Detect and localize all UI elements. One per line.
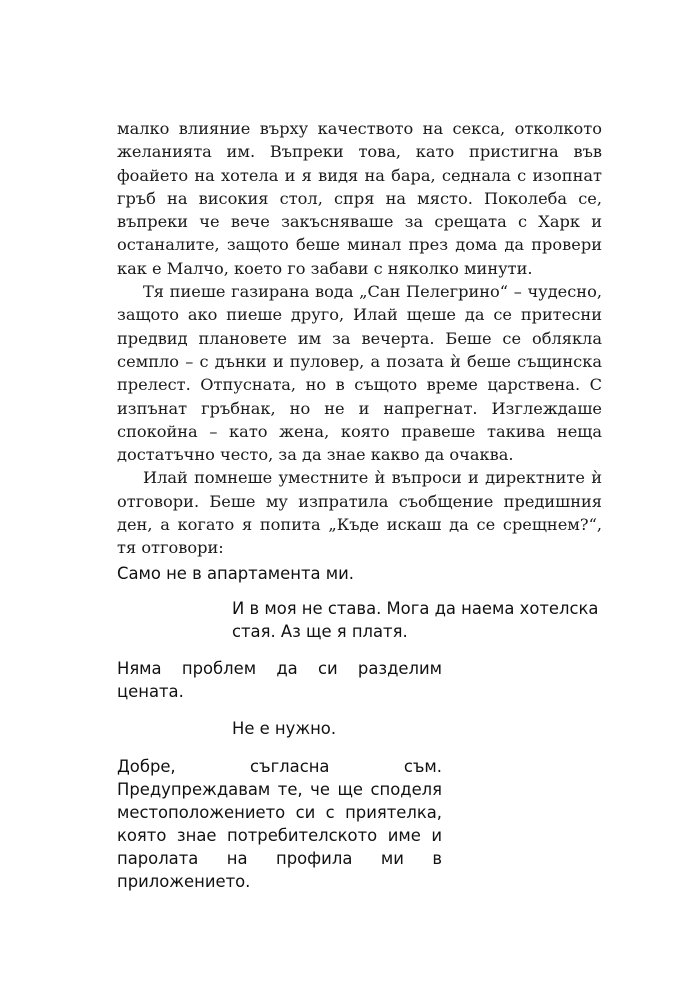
- message-right: Не е нужно.: [232, 719, 337, 738]
- paragraph: Тя пиеше газирана вода „Сан Пелегрино“ – чудесно, защото ако пиеше друго, Илай щеше да се притесни предвид плановете им за вечерта. Беше се облякла семпло – с дънки и пуловер, а позата ѝ беше същинска прелест. Отпусната, но в същото време царствена. С изпънат гръбнак, но не и напрегнат. Изглеждаше спокойна – като жена, която правеше такива неща достатъчно често, за да знае какво да очаква.: [117, 282, 602, 465]
- message-exchange: [117, 562, 602, 893]
- narrative-text: [117, 117, 602, 560]
- paragraph: малко влияние върху качеството на секса, отколкото желанията им. Въпреки това, като пристигна във фоайето на хотела и я видя на бара, седнала с изопнат гръб на високия стол, спря на място. Поколеба се, въпреки че вече закъсняваше за срещата с Харк и останалите, защото беше минал през дома да провери как е Малчо, което го забави с няколко минути.: [117, 119, 602, 278]
- message-left: Няма проблем да си разделим цената.: [117, 659, 442, 701]
- message-right: И в моя не става. Мога да наема хотелска стая. Аз ще я платя.: [232, 599, 599, 641]
- paragraph: Илай помнеше уместните ѝ въпроси и директните ѝ отговори. Беше му изпратила съобщение предишния ден, а когато я попита „Къде искаш да се срещнем?“, тя отговори:: [117, 468, 602, 558]
- message-left: Добре, съгласна съм. Предупреждавам те, че ще споделя местоположението си с приятелка, която знае потребителското име и паролата на профила ми в приложението.: [117, 757, 442, 891]
- message-left: Само не в апартамента ми.: [117, 564, 354, 583]
